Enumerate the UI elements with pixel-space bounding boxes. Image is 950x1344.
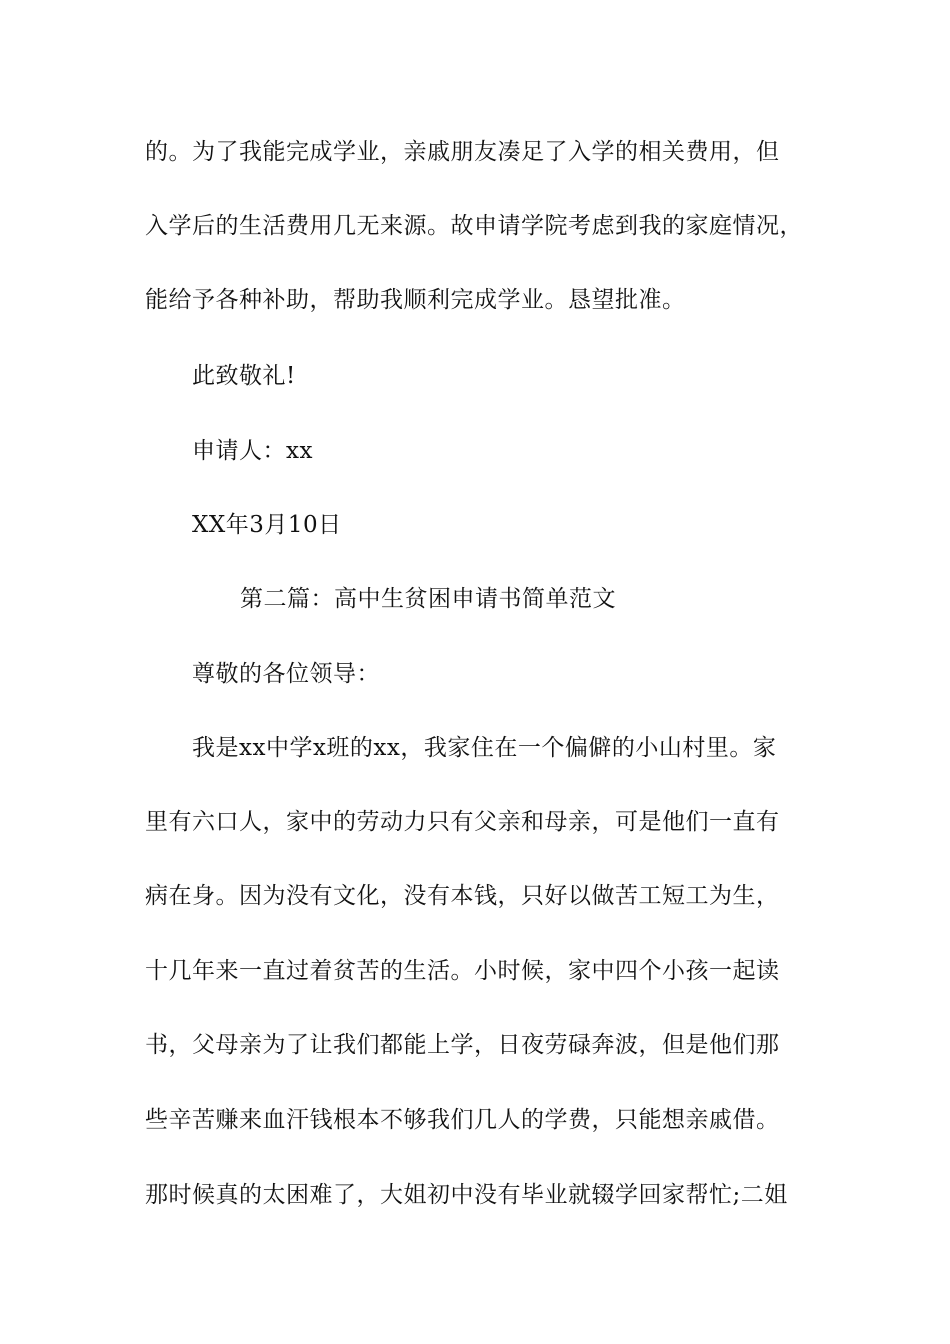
applicant-line: 申请人：xx xyxy=(192,438,313,464)
paragraph-line: 里有六口人，家中的劳动力只有父亲和母亲，可是他们一直有 xyxy=(145,809,780,835)
closing-text: 此致敬礼! xyxy=(192,363,296,389)
paragraph-line: 病在身。因为没有文化，没有本钱，只好以做苦工短工为生， xyxy=(145,883,780,909)
paragraph-line: 能给予各种补助，帮助我顺利完成学业。恳望批准。 xyxy=(145,287,686,313)
date-line: XX年3月10日 xyxy=(192,512,342,538)
paragraph-line: 入学后的生活费用几无来源。故申请学院考虑到我的家庭情况， xyxy=(145,213,803,239)
paragraph-line: 我是xx中学x班的xx，我家住在一个偏僻的小山村里。家 xyxy=(192,735,777,761)
salutation: 尊敬的各位领导： xyxy=(192,661,380,687)
paragraph-line: 些辛苦赚来血汗钱根本不够我们几人的学费，只能想亲戚借。 xyxy=(145,1107,780,1133)
paragraph-line: 的。为了我能完成学业，亲戚朋友凑足了入学的相关费用，但 xyxy=(145,139,780,165)
paragraph-line: 十几年来一直过着贫苦的生活。小时候，家中四个小孩一起读 xyxy=(145,958,780,984)
paragraph-line: 那时候真的太困难了，大姐初中没有毕业就辍学回家帮忙;二姐 xyxy=(145,1182,788,1208)
paragraph-line: 书，父母亲为了让我们都能上学，日夜劳碌奔波，但是他们那 xyxy=(145,1032,780,1058)
section-title: 第二篇：高中生贫困申请书简单范文 xyxy=(240,586,616,612)
